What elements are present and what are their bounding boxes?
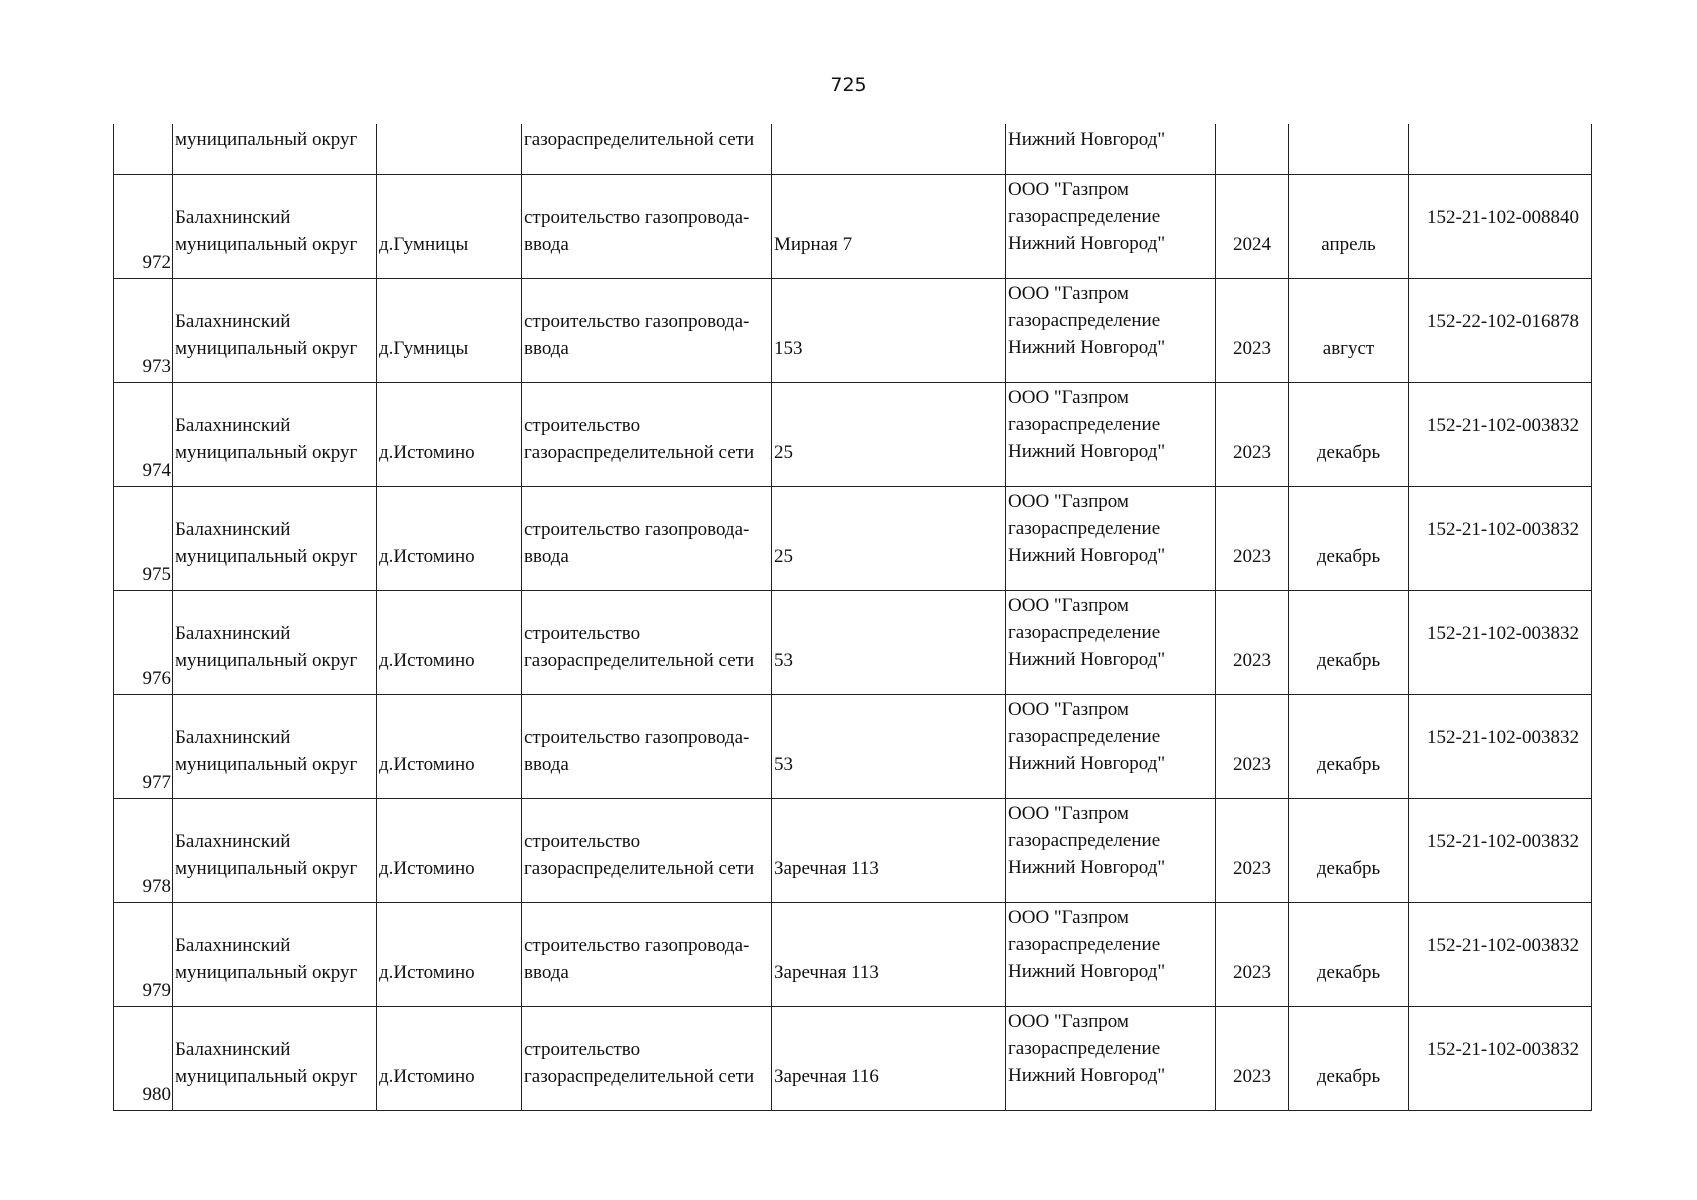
code-text: 152-21-102-003832 xyxy=(1427,519,1579,540)
cell-locality xyxy=(377,591,522,695)
cell-address xyxy=(772,1007,1006,1111)
district-line-1: Балахнинский xyxy=(175,311,291,332)
cell-work xyxy=(522,487,772,591)
org-line-3: Нижний Новгород" xyxy=(1008,649,1166,670)
cell-address xyxy=(772,591,1006,695)
month-text: декабрь xyxy=(1316,650,1381,671)
org-line-3: Нижний Новгород" xyxy=(1008,441,1166,462)
row-number: 979 xyxy=(114,903,173,1007)
address-text: Заречная 113 xyxy=(774,962,879,983)
cell-month xyxy=(1289,695,1409,799)
code-text: 152-22-102-016878 xyxy=(1427,311,1579,332)
org-line-2: газораспределение xyxy=(1008,414,1161,435)
cell-code xyxy=(1409,175,1592,279)
work-line-1: строительство xyxy=(524,831,641,852)
org-line-1: ООО "Газпром xyxy=(1008,595,1129,616)
table-body xyxy=(114,124,1592,1111)
cell-year xyxy=(1216,1007,1289,1111)
work-line-1: строительство газопровода- xyxy=(524,519,750,540)
table-row xyxy=(114,383,1592,487)
month-text: декабрь xyxy=(1316,1066,1381,1087)
row-number: 973 xyxy=(114,279,173,383)
org-line-1: ООО "Газпром xyxy=(1008,1011,1129,1032)
cell-work xyxy=(522,279,772,383)
work-line-1: строительство газопровода- xyxy=(524,311,750,332)
cell-address xyxy=(772,383,1006,487)
address-text: Мирная 7 xyxy=(774,234,853,255)
district-line-2: муниципальный округ xyxy=(175,546,358,567)
code-text: 152-21-102-003832 xyxy=(1427,831,1579,852)
cell-year xyxy=(1216,799,1289,903)
org-line-1: ООО "Газпром xyxy=(1008,179,1129,200)
row-number: 972 xyxy=(114,175,173,279)
code-text: 152-21-102-003832 xyxy=(1427,727,1579,748)
page-number: 725 xyxy=(830,74,867,96)
district-line-2: муниципальный округ xyxy=(175,338,358,359)
work-line-1: строительство xyxy=(524,623,641,644)
org-line-2: газораспределение xyxy=(1008,622,1161,643)
org-line-3: Нижний Новгород" xyxy=(1008,753,1166,774)
code-text: 152-21-102-008840 xyxy=(1427,207,1579,228)
work-line-2: ввода xyxy=(524,546,569,567)
cell-work xyxy=(522,799,772,903)
cell-code xyxy=(1409,383,1592,487)
table-row xyxy=(114,487,1592,591)
cell-code xyxy=(1409,695,1592,799)
org-line-2: газораспределение xyxy=(1008,934,1161,955)
month-text: декабрь xyxy=(1316,962,1381,983)
year-text: 2023 xyxy=(1233,754,1271,775)
row-number: 976 xyxy=(114,591,173,695)
org-line-3: Нижний Новгород" xyxy=(1008,961,1166,982)
cell-address xyxy=(772,695,1006,799)
cell-district xyxy=(173,799,377,903)
district-line-1: Балахнинский xyxy=(175,935,291,956)
cell-district xyxy=(173,487,377,591)
work-line-1: строительство xyxy=(524,415,641,436)
org-line-3: Нижний Новгород" xyxy=(1008,233,1166,254)
cell-org xyxy=(1006,1007,1216,1111)
locality-text: д.Истомино xyxy=(379,754,475,775)
org-line-1: ООО "Газпром xyxy=(1008,387,1129,408)
row-number: 980 xyxy=(114,1007,173,1111)
cell-org xyxy=(1006,124,1216,175)
cell-code xyxy=(1409,1007,1592,1111)
month-text: август xyxy=(1322,338,1375,359)
cell-code xyxy=(1409,591,1592,695)
code-text: 152-21-102-003832 xyxy=(1427,935,1579,956)
year-text: 2023 xyxy=(1233,962,1271,983)
row-number: 974 xyxy=(114,383,173,487)
org-line-1: ООО "Газпром xyxy=(1008,803,1129,824)
locality-text: д.Истомино xyxy=(379,442,475,463)
org-line-1: ООО "Газпром xyxy=(1008,699,1129,720)
cell-month xyxy=(1289,487,1409,591)
locality-text: д.Истомино xyxy=(379,858,475,879)
cell-work xyxy=(522,1007,772,1111)
cell-locality xyxy=(377,487,522,591)
work-line-1: строительство газопровода- xyxy=(524,207,750,228)
year-text: 2023 xyxy=(1233,442,1271,463)
table-row xyxy=(114,1007,1592,1111)
cell-year xyxy=(1216,124,1289,175)
row-number: 977 xyxy=(114,695,173,799)
cell-locality xyxy=(377,695,522,799)
cell-year xyxy=(1216,279,1289,383)
cell-district xyxy=(173,1007,377,1111)
cell-work xyxy=(522,591,772,695)
cell-work xyxy=(522,124,772,175)
work-line-2: ввода xyxy=(524,338,569,359)
table-row xyxy=(114,799,1592,903)
work-line-2: газораспределительной сети xyxy=(524,442,755,463)
cell-org xyxy=(1006,591,1216,695)
address-text: Заречная 116 xyxy=(774,1066,879,1087)
work-line-2: газораспределительной сети xyxy=(524,858,755,879)
table-row xyxy=(114,695,1592,799)
cell-year xyxy=(1216,903,1289,1007)
cell-district xyxy=(173,279,377,383)
gas-connection-table xyxy=(113,124,1592,1111)
cell-code xyxy=(1409,903,1592,1007)
month-text: декабрь xyxy=(1316,754,1381,775)
table-row xyxy=(114,591,1592,695)
cell-org xyxy=(1006,279,1216,383)
work-text: газораспределительной сети xyxy=(524,129,755,150)
address-text: Заречная 113 xyxy=(774,858,879,879)
district-line-2: муниципальный округ xyxy=(175,754,358,775)
locality-text: д.Истомино xyxy=(379,546,475,567)
district-line-2: муниципальный округ xyxy=(175,442,358,463)
cell-work xyxy=(522,383,772,487)
cell-num xyxy=(114,124,173,175)
address-text: 153 xyxy=(774,338,803,359)
cell-year xyxy=(1216,383,1289,487)
district-line-2: муниципальный округ xyxy=(175,1066,358,1087)
district-text: муниципальный округ xyxy=(175,129,358,150)
year-text: 2024 xyxy=(1233,234,1271,255)
org-line-2: газораспределение xyxy=(1008,830,1161,851)
cell-org xyxy=(1006,695,1216,799)
cell-year xyxy=(1216,175,1289,279)
cell-district xyxy=(173,124,377,175)
row-number: 975 xyxy=(114,487,173,591)
org-line-3: Нижний Новгород" xyxy=(1008,1065,1166,1086)
month-text: декабрь xyxy=(1316,442,1381,463)
cell-address xyxy=(772,799,1006,903)
cell-month xyxy=(1289,799,1409,903)
cell-district xyxy=(173,175,377,279)
year-text: 2023 xyxy=(1233,858,1271,879)
district-line-2: муниципальный округ xyxy=(175,858,358,879)
district-line-1: Балахнинский xyxy=(175,519,291,540)
cell-district xyxy=(173,695,377,799)
org-line-2: газораспределение xyxy=(1008,1038,1161,1059)
cell-locality xyxy=(377,383,522,487)
table-row-continued xyxy=(114,124,1592,175)
cell-locality xyxy=(377,799,522,903)
org-line-3: Нижний Новгород" xyxy=(1008,857,1166,878)
cell-locality xyxy=(377,175,522,279)
district-line-1: Балахнинский xyxy=(175,207,291,228)
code-text: 152-21-102-003832 xyxy=(1427,1039,1579,1060)
district-line-2: муниципальный округ xyxy=(175,650,358,671)
district-line-2: муниципальный округ xyxy=(175,234,358,255)
table-row xyxy=(114,903,1592,1007)
locality-text: д.Истомино xyxy=(379,962,475,983)
cell-year xyxy=(1216,487,1289,591)
cell-district xyxy=(173,591,377,695)
month-text: декабрь xyxy=(1316,858,1381,879)
work-line-2: газораспределительной сети xyxy=(524,650,755,671)
cell-locality xyxy=(377,279,522,383)
org-line-2: газораспределение xyxy=(1008,310,1161,331)
year-text: 2023 xyxy=(1233,1066,1271,1087)
cell-org xyxy=(1006,903,1216,1007)
cell-locality xyxy=(377,903,522,1007)
org-line-2: газораспределение xyxy=(1008,518,1161,539)
work-line-2: ввода xyxy=(524,234,569,255)
cell-month xyxy=(1289,1007,1409,1111)
district-line-1: Балахнинский xyxy=(175,623,291,644)
work-line-2: ввода xyxy=(524,962,569,983)
cell-month xyxy=(1289,903,1409,1007)
cell-org xyxy=(1006,383,1216,487)
district-line-1: Балахнинский xyxy=(175,831,291,852)
cell-code xyxy=(1409,279,1592,383)
table-row xyxy=(114,175,1592,279)
cell-code xyxy=(1409,124,1592,175)
cell-org xyxy=(1006,175,1216,279)
cell-month xyxy=(1289,124,1409,175)
address-text: 25 xyxy=(774,442,793,463)
code-text: 152-21-102-003832 xyxy=(1427,623,1579,644)
row-number: 978 xyxy=(114,799,173,903)
cell-address xyxy=(772,903,1006,1007)
cell-month xyxy=(1289,383,1409,487)
cell-district xyxy=(173,903,377,1007)
cell-org xyxy=(1006,799,1216,903)
cell-month xyxy=(1289,175,1409,279)
org-line-1: ООО "Газпром xyxy=(1008,283,1129,304)
cell-work xyxy=(522,695,772,799)
code-text: 152-21-102-003832 xyxy=(1427,415,1579,436)
address-text: 53 xyxy=(774,650,793,671)
address-text: 53 xyxy=(774,754,793,775)
table-row xyxy=(114,279,1592,383)
cell-org xyxy=(1006,487,1216,591)
org-line-1: ООО "Газпром xyxy=(1008,907,1129,928)
cell-month xyxy=(1289,279,1409,383)
org-text: Нижний Новгород" xyxy=(1008,129,1166,150)
year-text: 2023 xyxy=(1233,338,1271,359)
cell-code xyxy=(1409,799,1592,903)
district-line-1: Балахнинский xyxy=(175,727,291,748)
district-line-1: Балахнинский xyxy=(175,1039,291,1060)
work-line-2: газораспределительной сети xyxy=(524,1066,755,1087)
work-line-1: строительство газопровода- xyxy=(524,727,750,748)
district-line-2: муниципальный округ xyxy=(175,962,358,983)
cell-year xyxy=(1216,591,1289,695)
org-line-3: Нижний Новгород" xyxy=(1008,337,1166,358)
cell-address xyxy=(772,487,1006,591)
cell-work xyxy=(522,903,772,1007)
year-text: 2023 xyxy=(1233,546,1271,567)
org-line-2: газораспределение xyxy=(1008,726,1161,747)
locality-text: д.Истомино xyxy=(379,650,475,671)
locality-text: д.Гумницы xyxy=(379,338,469,359)
year-text: 2023 xyxy=(1233,650,1271,671)
locality-text: д.Гумницы xyxy=(379,234,469,255)
cell-year xyxy=(1216,695,1289,799)
cell-work xyxy=(522,175,772,279)
district-line-1: Балахнинский xyxy=(175,415,291,436)
cell-district xyxy=(173,383,377,487)
month-text: декабрь xyxy=(1316,546,1381,567)
month-text: апрель xyxy=(1321,234,1376,255)
cell-address xyxy=(772,175,1006,279)
locality-text: д.Истомино xyxy=(379,1066,475,1087)
org-line-2: газораспределение xyxy=(1008,206,1161,227)
work-line-1: строительство газопровода- xyxy=(524,935,750,956)
work-line-1: строительство xyxy=(524,1039,641,1060)
cell-locality xyxy=(377,124,522,175)
cell-month xyxy=(1289,591,1409,695)
address-text: 25 xyxy=(774,546,793,567)
cell-locality xyxy=(377,1007,522,1111)
org-line-3: Нижний Новгород" xyxy=(1008,545,1166,566)
cell-address xyxy=(772,124,1006,175)
cell-address xyxy=(772,279,1006,383)
cell-code xyxy=(1409,487,1592,591)
work-line-2: ввода xyxy=(524,754,569,775)
org-line-1: ООО "Газпром xyxy=(1008,491,1129,512)
